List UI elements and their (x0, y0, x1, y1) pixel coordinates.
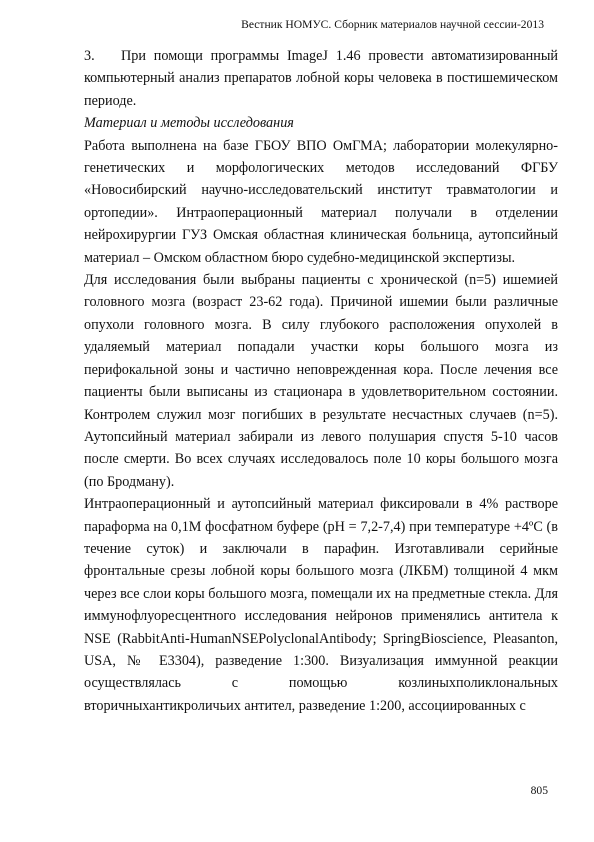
running-header: Вестник НОМУС. Сборник материалов научной сессии-2013 (241, 18, 544, 31)
paragraph-fixation-methods: Интраоперационный и аутопсийный материал фиксировали в 4% растворе параформа на 0,1М фосфатном буфере (pH = 7,2-7,4) при температуре +4ºС (в течение суток) и заключали в парафин. Изготавливали серийные фронтальные срезы лобной коры большого мозга (ЛКБМ) толщиной 4 мкм через все слои коры большого мозга, помещали их на предметные стекла. Для иммунофлуоресцентного исследования нейронов применялись антитела к NSE (RabbitAnti-HumanNSEPolyclonalAntibody; SpringBioscience, Pleasanton, USA, № E3304), разведение 1:300. Визуализация иммунной реакции осуществлялась с помощью козлиныхполиклональных вторичныхантикроличьих антител, разведение 1:200, ассоциированных с (84, 496, 558, 714)
list-item-number: 3. (84, 48, 95, 64)
paragraph-study-base: Работа выполнена на базе ГБОУ ВПО ОмГМА; лаборатории молекулярно-генетических и морфологических методов исследований ФГБУ «Новосибирский научно-исследовательский институт травматологии и ортопедии». Интраоперационный материал получали в отделении нейрохирургии ГУЗ Омская областная клиническая больница, аутопсийный материал – Омском областном бюро судебно-медицинской экспертизы. (84, 137, 558, 266)
section-heading: Материал и методы исследования (84, 115, 294, 132)
list-item-text: При помощи программы ImageJ 1.46 провести автоматизированный компьютерный анализ препаратов лобной коры человека в постишемическом периоде. (84, 48, 558, 109)
page-body (84, 45, 558, 717)
page-number: 805 (530, 784, 548, 797)
paragraph-patients: Для исследования были выбраны пациенты с хронической (n=5) ишемией головного мозга (возраст 23-62 года). Причиной ишемии были различные опухоли головного мозга. В силу глубокого расположения опухолей в удаляемый материал попадали участки коры большого мозга из перифокальной зоны и частично неповрежденная кора. После лечения все пациенты были выписаны из стационара в удовлетворительном состоянии. Контролем служил мозг погибших в результате несчастных случаев (n=5). Аутопсийный материал забирали из левого полушария спустя 5-10 часов после смерти. Во всех случаях исследовалось поле 10 коры большого мозга (по Бродману). (84, 272, 558, 490)
list-item-3 (84, 45, 558, 112)
